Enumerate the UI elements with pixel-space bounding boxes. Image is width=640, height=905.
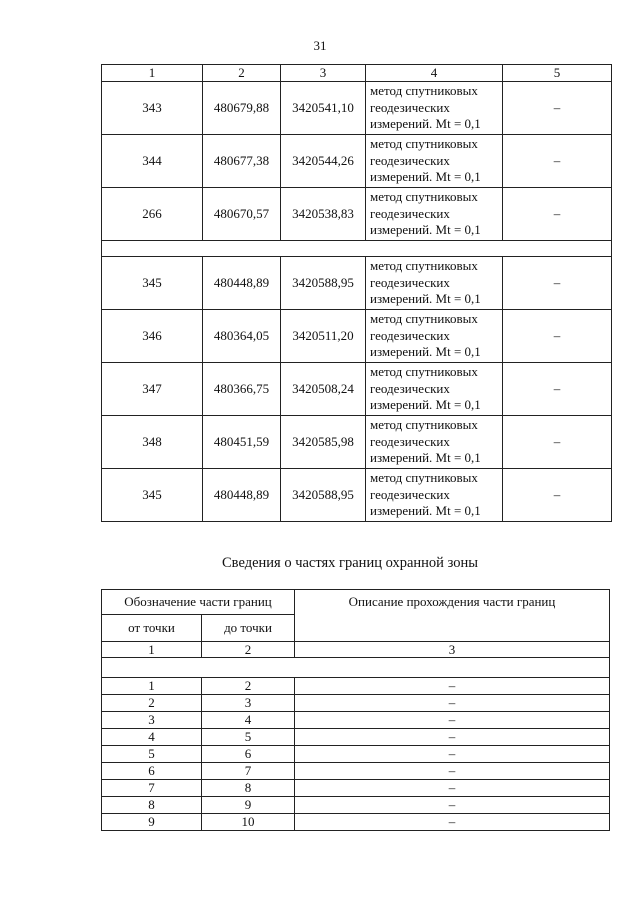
method-line: метод спутниковых: [370, 311, 478, 327]
table-row: [102, 695, 610, 712]
note-cell: –: [503, 135, 612, 188]
x-coordinate-cell: 480677,38: [203, 135, 281, 188]
from-point-cell: 5: [102, 746, 202, 763]
to-point-cell: 5: [202, 729, 295, 746]
description-cell: –: [295, 763, 610, 780]
coordinates-table: [101, 64, 612, 522]
from-point-cell: 1: [102, 678, 202, 695]
to-point-cell: 10: [202, 814, 295, 831]
description-header: Описание прохождения части границ: [295, 590, 610, 642]
from-point-cell: 8: [102, 797, 202, 814]
table-row: [102, 416, 612, 469]
description-cell: –: [295, 780, 610, 797]
table-row: [102, 363, 612, 416]
method-line: геодезических: [370, 486, 450, 502]
column-number-4: 4: [366, 65, 503, 82]
method-cell: [366, 363, 503, 416]
point-number-cell: 343: [102, 82, 203, 135]
method-line: измерений. Mt = 0,1: [370, 291, 481, 307]
y-coordinate-cell: 3420538,83: [281, 188, 366, 241]
y-coordinate-cell: 3420544,26: [281, 135, 366, 188]
method-cell: [366, 416, 503, 469]
from-point-header: от точки: [102, 615, 202, 642]
method-line: измерений. Mt = 0,1: [370, 344, 481, 360]
from-point-cell: 7: [102, 780, 202, 797]
to-point-cell: 7: [202, 763, 295, 780]
method-line: метод спутниковых: [370, 83, 478, 99]
point-number-cell: 266: [102, 188, 203, 241]
point-number-cell: 348: [102, 416, 203, 469]
description-cell: –: [295, 797, 610, 814]
y-coordinate-cell: 3420588,95: [281, 469, 366, 522]
point-number-cell: 347: [102, 363, 203, 416]
parts-separator-row: [102, 658, 610, 678]
method-line: измерений. Mt = 0,1: [370, 169, 481, 185]
table-row: [102, 746, 610, 763]
method-line: метод спутниковых: [370, 364, 478, 380]
method-line: измерений. Mt = 0,1: [370, 450, 481, 466]
column-number-1: 1: [102, 65, 203, 82]
method-cell: [366, 257, 503, 310]
separator-cell: [102, 241, 612, 257]
point-number-cell: 345: [102, 257, 203, 310]
method-cell: [366, 82, 503, 135]
description-cell: –: [295, 746, 610, 763]
description-cell: –: [295, 678, 610, 695]
parts-numbering-row: [102, 642, 610, 658]
description-cell: –: [295, 814, 610, 831]
point-number-cell: 346: [102, 310, 203, 363]
method-line: измерений. Mt = 0,1: [370, 503, 481, 519]
to-point-cell: 9: [202, 797, 295, 814]
note-cell: –: [503, 188, 612, 241]
boundary-parts-table: [101, 589, 610, 831]
to-point-cell: 6: [202, 746, 295, 763]
from-point-cell: 4: [102, 729, 202, 746]
table-row: [102, 712, 610, 729]
y-coordinate-cell: 3420585,98: [281, 416, 366, 469]
column-number-3: 3: [295, 642, 610, 658]
x-coordinate-cell: 480448,89: [203, 257, 281, 310]
x-coordinate-cell: 480679,88: [203, 82, 281, 135]
method-line: метод спутниковых: [370, 258, 478, 274]
table-row: [102, 82, 612, 135]
y-coordinate-cell: 3420541,10: [281, 82, 366, 135]
table-row: [102, 188, 612, 241]
y-coordinate-cell: 3420508,24: [281, 363, 366, 416]
method-line: измерений. Mt = 0,1: [370, 397, 481, 413]
table-row: [102, 729, 610, 746]
method-line: геодезических: [370, 433, 450, 449]
point-number-cell: 344: [102, 135, 203, 188]
method-cell: [366, 310, 503, 363]
method-line: геодезических: [370, 274, 450, 290]
method-line: метод спутниковых: [370, 189, 478, 205]
column-number-2: 2: [203, 65, 281, 82]
description-cell: –: [295, 712, 610, 729]
table-row: [102, 469, 612, 522]
to-point-cell: 3: [202, 695, 295, 712]
to-point-cell: 4: [202, 712, 295, 729]
method-line: геодезических: [370, 327, 450, 343]
method-cell: [366, 135, 503, 188]
column-number-1: 1: [102, 642, 202, 658]
separator-row: [102, 241, 612, 257]
method-line: геодезических: [370, 205, 450, 221]
table-row: [102, 135, 612, 188]
note-cell: –: [503, 82, 612, 135]
method-cell: [366, 469, 503, 522]
from-point-cell: 2: [102, 695, 202, 712]
x-coordinate-cell: 480364,05: [203, 310, 281, 363]
table-row: [102, 797, 610, 814]
table-row: [102, 257, 612, 310]
table-row: [102, 763, 610, 780]
page-number: 31: [313, 38, 327, 53]
designation-header: Обозначение части границ: [102, 590, 295, 615]
x-coordinate-cell: 480448,89: [203, 469, 281, 522]
column-number-3: 3: [281, 65, 366, 82]
method-line: геодезических: [370, 380, 450, 396]
table-row: [102, 678, 610, 695]
note-cell: –: [503, 257, 612, 310]
method-line: метод спутниковых: [370, 470, 478, 486]
x-coordinate-cell: 480670,57: [203, 188, 281, 241]
x-coordinate-cell: 480451,59: [203, 416, 281, 469]
column-number-2: 2: [202, 642, 295, 658]
column-number-5: 5: [503, 65, 612, 82]
coordinates-header-row: [102, 65, 612, 82]
note-cell: –: [503, 363, 612, 416]
method-line: геодезических: [370, 152, 450, 168]
note-cell: –: [503, 469, 612, 522]
method-line: геодезических: [370, 99, 450, 115]
from-point-cell: 3: [102, 712, 202, 729]
y-coordinate-cell: 3420588,95: [281, 257, 366, 310]
description-cell: –: [295, 729, 610, 746]
table-row: [102, 814, 610, 831]
from-point-cell: 6: [102, 763, 202, 780]
separator-cell: [102, 658, 610, 678]
to-point-cell: 2: [202, 678, 295, 695]
y-coordinate-cell: 3420511,20: [281, 310, 366, 363]
table-row: [102, 780, 610, 797]
from-point-cell: 9: [102, 814, 202, 831]
method-line: метод спутниковых: [370, 417, 478, 433]
point-number-cell: 345: [102, 469, 203, 522]
table-row: [102, 310, 612, 363]
description-cell: –: [295, 695, 610, 712]
note-cell: –: [503, 416, 612, 469]
method-line: измерений. Mt = 0,1: [370, 222, 481, 238]
x-coordinate-cell: 480366,75: [203, 363, 281, 416]
parts-header-row: [102, 590, 610, 615]
note-cell: –: [503, 310, 612, 363]
method-line: метод спутниковых: [370, 136, 478, 152]
method-cell: [366, 188, 503, 241]
section-title: Сведения о частях границ охранной зоны: [222, 555, 478, 571]
to-point-header: до точки: [202, 615, 295, 642]
to-point-cell: 8: [202, 780, 295, 797]
method-line: измерений. Mt = 0,1: [370, 116, 481, 132]
